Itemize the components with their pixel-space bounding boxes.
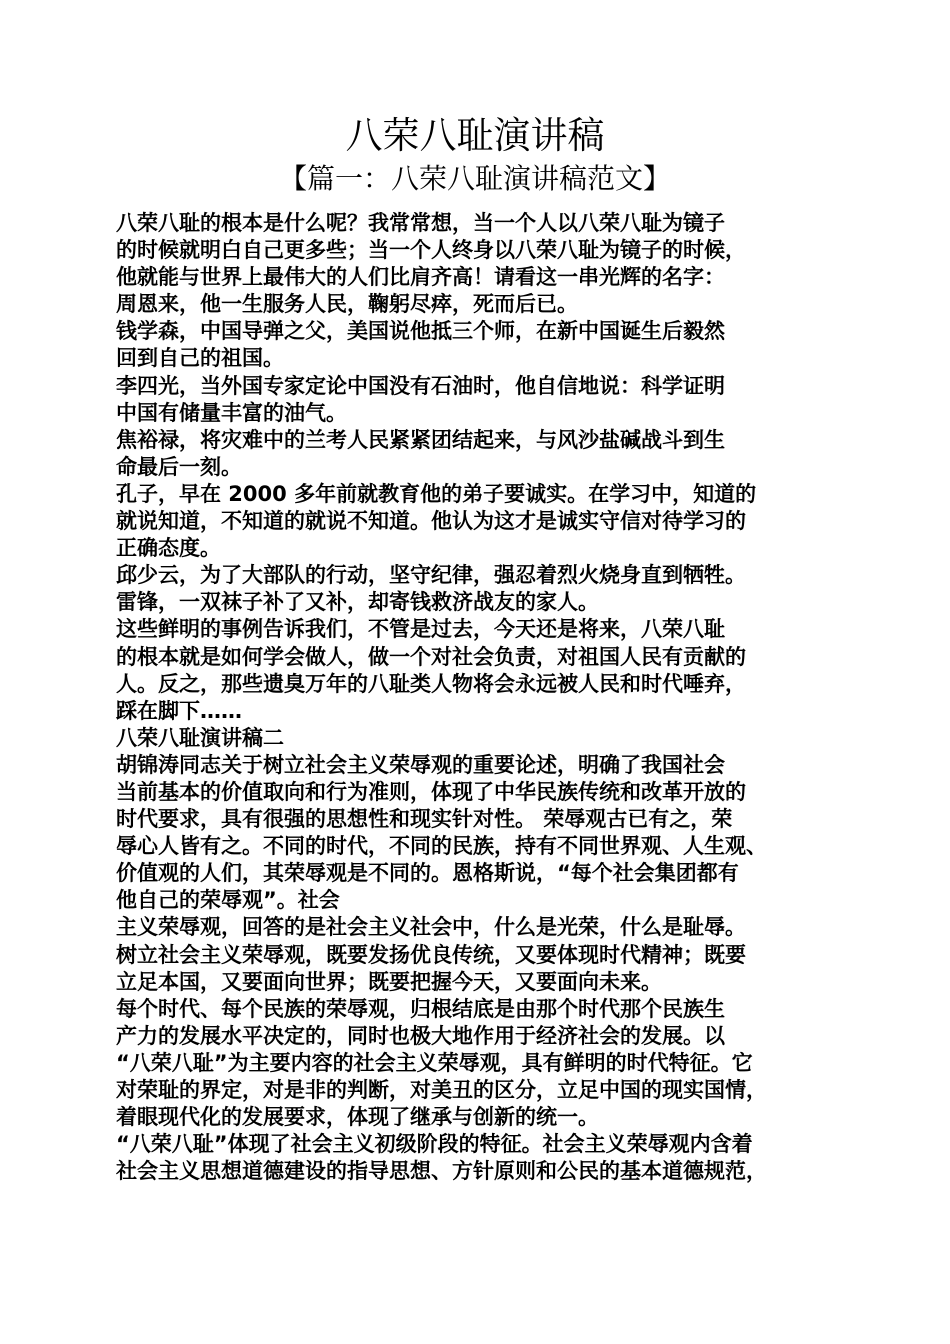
text-line: 这些鲜明的事例告诉我们，不管是过去，今天还是将来，八荣八耻 <box>116 617 725 642</box>
text-line: 着眼现代化的发展要求，体现了继承与创新的统一。 <box>116 1105 599 1130</box>
text-line: 立足本国，又要面向世界；既要把握今天，又要面向未来。 <box>116 969 662 994</box>
text-line: 回到自己的祖国。 <box>116 346 284 371</box>
text-line: 他就能与世界上最伟大的人们比肩齐高！请看这一串光辉的名字： <box>116 265 725 290</box>
text-line: “八荣八耻”为主要内容的社会主义荣辱观，具有鲜明的时代特征。它 <box>116 1050 753 1075</box>
text-line: 人。反之，那些遗臭万年的八耻类人物将会永远被人民和时代唾弃， <box>116 671 746 696</box>
text-line: 对荣耻的界定，对是非的判断，对美丑的区分，立足中国的现实国情， <box>116 1078 767 1102</box>
text-line: 八荣八耻演讲稿二 <box>116 725 284 750</box>
text-line: 辱心人皆有之。不同的时代，不同的民族，持有不同世界观、人生观、 <box>116 834 767 859</box>
text-line: 的根本就是如何学会做人，做一个对社会负责，对祖国人民有贡献的 <box>116 644 746 669</box>
text-line: 树立社会主义荣辱观，既要发扬优良传统，又要体现时代精神；既要 <box>116 942 746 967</box>
text-line: 时代要求，具有很强的思想性和现实针对性。 荣辱观古已有之，荣 <box>116 807 733 832</box>
text-line: 雷锋，一双袜子补了又补，却寄钱救济战友的家人。 <box>116 590 599 615</box>
text-line: 八荣八耻的根本是什么呢？我常常想，当一个人以八荣八耻为镜子 <box>116 211 725 235</box>
text-line: 踩在脚下…… <box>116 698 242 723</box>
text-line: 邱少云，为了大部队的行动，坚守纪律，强忍着烈火烧身直到牺牲。 <box>116 563 746 588</box>
text-line: 命最后一刻。 <box>116 454 242 479</box>
text-line: 社会主义思想道德建设的指导思想、方针原则和公民的基本道德规范， <box>116 1159 767 1184</box>
text-line: 当前基本的价值取向和行为准则，体现了中华民族传统和改革开放的 <box>116 779 746 804</box>
text-line: 孔子，早在 2000 多年前就教育他的弟子要诚实。在学习中，知道的 <box>116 481 757 506</box>
text-line: 每个时代、每个民族的荣辱观，归根结底是由那个时代那个民族生 <box>116 996 725 1021</box>
text-line: 周恩来，他一生服务人民，鞠躬尽瘁，死而后已。 <box>116 292 578 317</box>
text-line: 正确态度。 <box>116 536 221 561</box>
text-line: 钱学森，中国导弹之父，美国说他抵三个师，在新中国诞生后毅然 <box>116 319 725 344</box>
text-line: 焦裕禄，将灾难中的兰考人民紧紧团结起来，与风沙盐碱战斗到生 <box>116 427 725 452</box>
text-line: “八荣八耻”体现了社会主义初级阶段的特征。社会主义荣辱观内含着 <box>116 1132 753 1157</box>
document-title: 八荣八耻演讲稿 <box>345 114 605 157</box>
document-subtitle: 【篇一：八荣八耻演讲稿范文】 <box>278 162 671 195</box>
text-line: 李四光，当外国专家定论中国没有石油时，他自信地说：科学证明 <box>116 373 725 398</box>
text-line: 主义荣辱观，回答的是社会主义社会中，什么是光荣，什么是耻辱。 <box>116 915 746 940</box>
text-line: 的时候就明白自己更多些；当一个人终身以八荣八耻为镜子的时候， <box>116 238 746 263</box>
document-body <box>116 210 840 1185</box>
text-line: 产力的发展水平决定的，同时也极大地作用于经济社会的发展。以 <box>116 1023 725 1048</box>
text-line: 中国有储量丰富的油气。 <box>116 400 347 425</box>
text-line: 他自己的荣辱观”。社会 <box>116 888 340 913</box>
text-line: 胡锦涛同志关于树立社会主义荣辱观的重要论述，明确了我国社会 <box>116 752 725 777</box>
text-line: 价值观的人们，其荣辱观是不同的。恩格斯说，“每个社会集团都有 <box>116 861 739 886</box>
text-line: 就说知道，不知道的就说不知道。他认为这才是诚实守信对待学习的 <box>116 509 746 534</box>
